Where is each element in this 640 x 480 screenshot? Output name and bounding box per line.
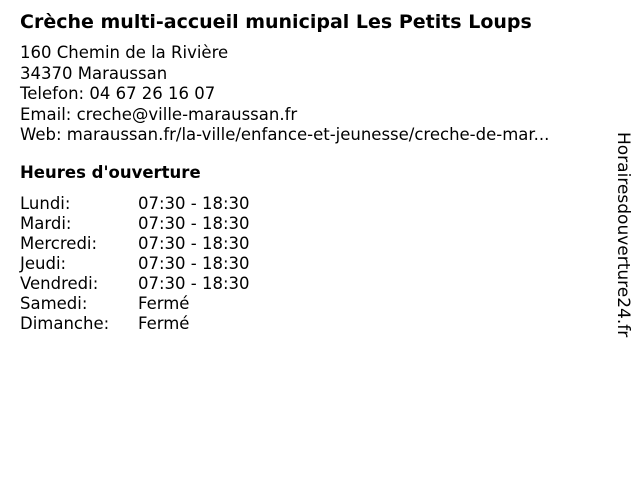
opening-hours-table [20, 194, 250, 334]
day-hours: 07:30 - 18:30 [138, 254, 250, 273]
hours-row-friday [20, 274, 250, 294]
phone-number: Telefon: 04 67 26 16 07 [20, 84, 216, 103]
city: 34370 Maraussan [20, 63, 168, 83]
email-address: Email: creche@ville-maraussan.fr [20, 104, 298, 124]
day-label: Lundi: [20, 194, 71, 213]
hours-row-wednesday [20, 234, 250, 254]
hours-row-monday [20, 194, 250, 214]
day-label: Dimanche: [20, 314, 110, 333]
day-hours: 07:30 - 18:30 [138, 194, 250, 213]
day-label: Jeudi: [20, 254, 67, 273]
day-hours: 07:30 - 18:30 [138, 214, 250, 233]
day-hours: Fermé [138, 314, 190, 333]
hours-row-thursday [20, 254, 250, 274]
site-watermark-text: Horairesdouverture24.fr [613, 132, 633, 338]
hours-row-saturday [20, 294, 250, 314]
opening-hours-heading: Heures d'ouverture [20, 163, 201, 182]
day-hours: 07:30 - 18:30 [138, 274, 250, 293]
page-title: Crèche multi-accueil municipal Les Petits Loups [20, 11, 532, 33]
street-address: 160 Chemin de la Rivière [20, 43, 229, 62]
site-watermark [613, 132, 633, 372]
hours-row-tuesday [20, 214, 250, 234]
hours-row-sunday [20, 314, 250, 334]
day-hours: 07:30 - 18:30 [138, 234, 250, 253]
day-label: Mardi: [20, 214, 72, 233]
day-hours: Fermé [138, 294, 190, 313]
day-label: Samedi: [20, 294, 88, 313]
address-block [20, 43, 549, 146]
day-label: Vendredi: [20, 274, 99, 293]
website-url: Web: maraussan.fr/la-ville/enfance-et-jeunesse/creche-de-mar... [20, 125, 550, 144]
day-label: Mercredi: [20, 234, 98, 253]
